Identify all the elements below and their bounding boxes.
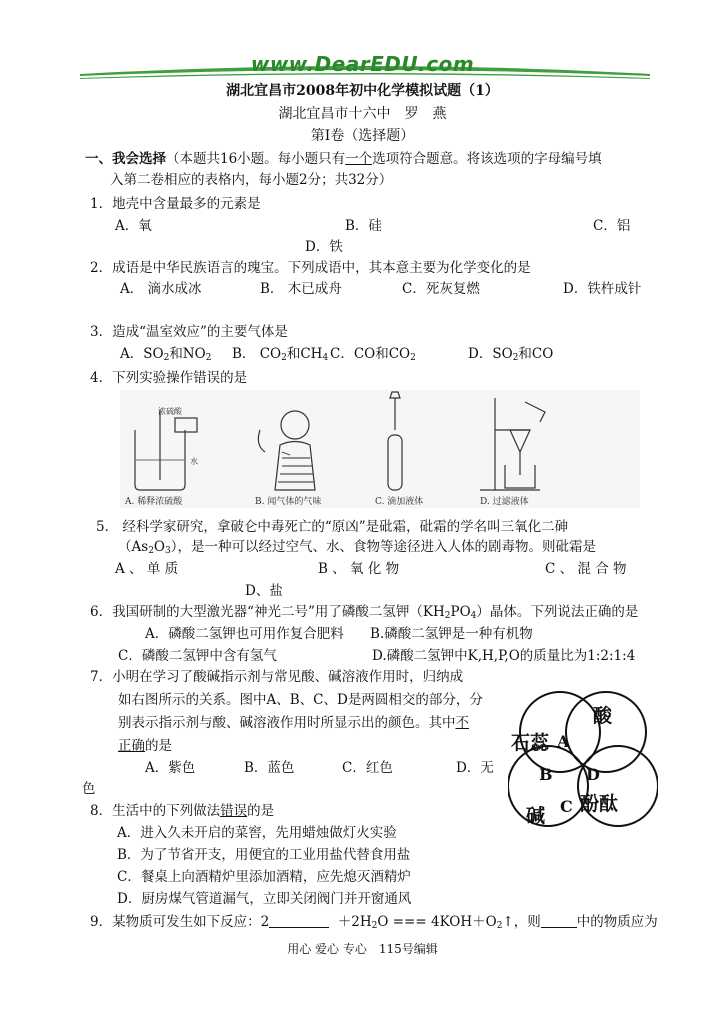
q7-line1: 7．小明在学习了酸碱指示剂与常见酸、碱溶液作用时，归纳成 — [90, 669, 464, 685]
q6-stem-a: 6．我国研制的大型激光器“神光二号”用了磷酸二氢钾（KH — [90, 604, 445, 620]
fig-caption-b: B. 闻气体的气味 — [255, 497, 322, 507]
q6-option-b: B.磷酸二氢钾是一种有机物 — [370, 626, 533, 642]
q7-line2: 如右图所示的关系。图中A、B、C、D是两圆相交的部分，分 — [118, 692, 483, 708]
venn-label-base: 碱 — [526, 805, 546, 827]
q7-line4-text: 的是 — [145, 738, 172, 754]
q5-option-b: B 、 氧 化 物 — [318, 561, 400, 577]
q5-formula-b: O — [153, 539, 165, 555]
venn-region-d: D — [586, 765, 600, 784]
section-label: 一、我会选择 — [85, 151, 166, 167]
section-instructions — [85, 150, 602, 168]
fig-caption-c: C. 滴加液体 — [375, 497, 424, 507]
q8-option-a: A．进入久未开启的菜窖，先用蜡烛做灯火实验 — [117, 825, 397, 841]
q8-option-c: C．餐桌上向酒精炉里添加酒精，应先熄灭酒精炉 — [117, 869, 411, 885]
q8-stem-a: 8．生活中的下列做法 — [90, 803, 221, 819]
q2-stem: 2．成语是中华民族语言的瑰宝。下列成语中，其本意主要为化学变化的是 — [90, 260, 531, 276]
site-logo: www.DearEDU.com — [250, 52, 475, 76]
author-line: 湖北宜昌市十六中 罗 燕 — [278, 106, 447, 122]
q3-option-b: B． $CO_2$和$CH_4$ — [232, 346, 329, 363]
venn-label-phenolphthalein: 酚酞 — [580, 793, 619, 815]
q6-option-c: C．磷酸二氢钾中含有氢气 — [118, 648, 277, 664]
venn-region-b: B — [539, 765, 553, 784]
q5-formula-c: ），是一种可以经过空气、水、食物等途径进入人体的剧毒物。则砒霜是 — [170, 539, 596, 555]
q7-line3-text: 别表示指示剂与酸、碱溶液作用时所显示出的颜色。其中 — [118, 715, 456, 731]
volume-heading: 第Ⅰ卷（选择题） — [310, 128, 415, 144]
q2-option-d: D．铁杵成针 — [563, 281, 642, 297]
q6-stem-c: ）晶体。下列说法正确的是 — [476, 604, 639, 620]
fig-caption-d: D. 过滤液体 — [480, 497, 529, 507]
q1-option-b: B．硅 — [345, 218, 382, 234]
q3-option-d: D．$SO_2$和CO — [468, 346, 554, 363]
q1-stem: 1．地壳中含量最多的元素是 — [90, 196, 261, 212]
q6-stem: 6．我国研制的大型激光器“神光二号”用了磷酸二氢钾$(KH_2PO_4)$晶体。下列说法正确的是 — [90, 604, 639, 621]
q9-stem-c: O === 4KOH＋O — [377, 914, 497, 930]
q8-stem — [90, 802, 274, 820]
q7-venn-diagram — [508, 684, 658, 834]
fig-label-acid: 浓硫酸 — [158, 407, 182, 416]
venn-region-a: A — [557, 732, 570, 751]
venn-region-c: C — [560, 797, 573, 816]
q7-option-d: D．无 — [456, 760, 494, 776]
page-footer: 用心 爱心 专心 115号编辑 — [287, 942, 438, 956]
q1-option-d: D．铁 — [305, 239, 343, 255]
q2-option-c: C．死灰复燃 — [402, 281, 480, 297]
fig-label-water: 水 — [190, 457, 198, 466]
q7-line4 — [118, 737, 172, 755]
fig-caption-a: A. 稀释浓硫酸 — [125, 497, 183, 507]
q8-stem-b: 的是 — [247, 803, 275, 819]
q9-blank-1 — [269, 913, 329, 928]
q9-stem-e: 中的物质应为 — [576, 914, 658, 930]
q3-stem: 3．造成“温室效应”的主要气体是 — [90, 324, 288, 340]
q9-stem-d: ↑，则 — [502, 914, 541, 930]
q8-option-d: D．厨房煤气管道漏气，立即关闭阀门并开窗通风 — [117, 891, 412, 907]
q2-option-a: A． 滴水成冰 — [120, 281, 202, 297]
q6-stem-b: PO — [450, 604, 471, 620]
instructions-text: （本题共16小题。每小题只有 — [166, 151, 346, 167]
venn-label-acid: 酸 — [593, 705, 613, 727]
q5-formula-a: （As — [118, 539, 149, 555]
q7-line4-underline: 正确 — [118, 738, 145, 754]
q9-stem-a: 9．某物质可发生如下反应：2 — [90, 914, 270, 930]
q5-option-a: A 、 单 质 — [115, 561, 179, 577]
instructions-text-2: 选项符合题意。将该选项的字母编号填 — [372, 151, 602, 167]
q6-option-d: D.磷酸二氢钾中K,H,P,O的质量比为1:2:1:4 — [372, 648, 636, 664]
venn-label-litmus: 石蕊 — [511, 732, 550, 754]
q6-option-a: A．磷酸二氢钾也可用作复合肥料 — [145, 626, 344, 642]
q2-option-b: B． 木已成舟 — [260, 281, 342, 297]
q8-stem-underline: 错误 — [220, 803, 248, 819]
instructions-underline: 一个 — [345, 151, 373, 167]
q1-option-a: A．氧 — [115, 218, 152, 234]
page-title: 湖北宜昌市2008年初中化学模拟试题（1） — [226, 83, 499, 99]
q5-stem-line2: $(As_2O_3)$，是一种可以经过空气、水、食物等途径进入人体的剧毒物。则砒霜是 — [118, 539, 596, 556]
q7-line3 — [118, 714, 469, 732]
q1-option-c: C．铝 — [593, 218, 631, 234]
q4-experiment-figure — [120, 390, 640, 508]
instructions-line-2: 入第二卷相应的表格内，每小题2分；共32分） — [110, 172, 393, 188]
q3-option-c: C．CO和$CO_2$ — [330, 346, 416, 363]
q5-stem-line1: 5． 经科学家研究，拿破仑中毒死亡的“原凶”是砒霜，砒霜的学名叫三氧化二砷 — [96, 519, 569, 535]
q9-blank-2 — [541, 913, 577, 928]
q4-stem: 4．下列实验操作错误的是 — [90, 370, 248, 386]
q7-option-a: A．紫色 — [145, 760, 196, 776]
q7-option-b: B．蓝色 — [244, 760, 295, 776]
q3-option-a: A．$SO_2$和$NO_2$ — [120, 346, 212, 363]
q5-option-d: D、盐 — [245, 583, 283, 599]
q7-option-d-wrap: 色 — [82, 781, 96, 797]
q7-line3-underline: 不 — [455, 715, 469, 731]
q9-stem: 9．某物质可发生如下反应：$2 +2H_2O$ === $4KOH+O_2↑$，则 中的物质应为 — [90, 914, 658, 931]
q9-stem-b: ＋2H — [337, 914, 372, 930]
q5-option-c: C 、 混 合 物 — [545, 561, 627, 577]
q7-option-c: C．红色 — [342, 760, 393, 776]
q8-option-b: B．为了节省开支，用便宜的工业用盐代替食用盐 — [117, 847, 411, 863]
